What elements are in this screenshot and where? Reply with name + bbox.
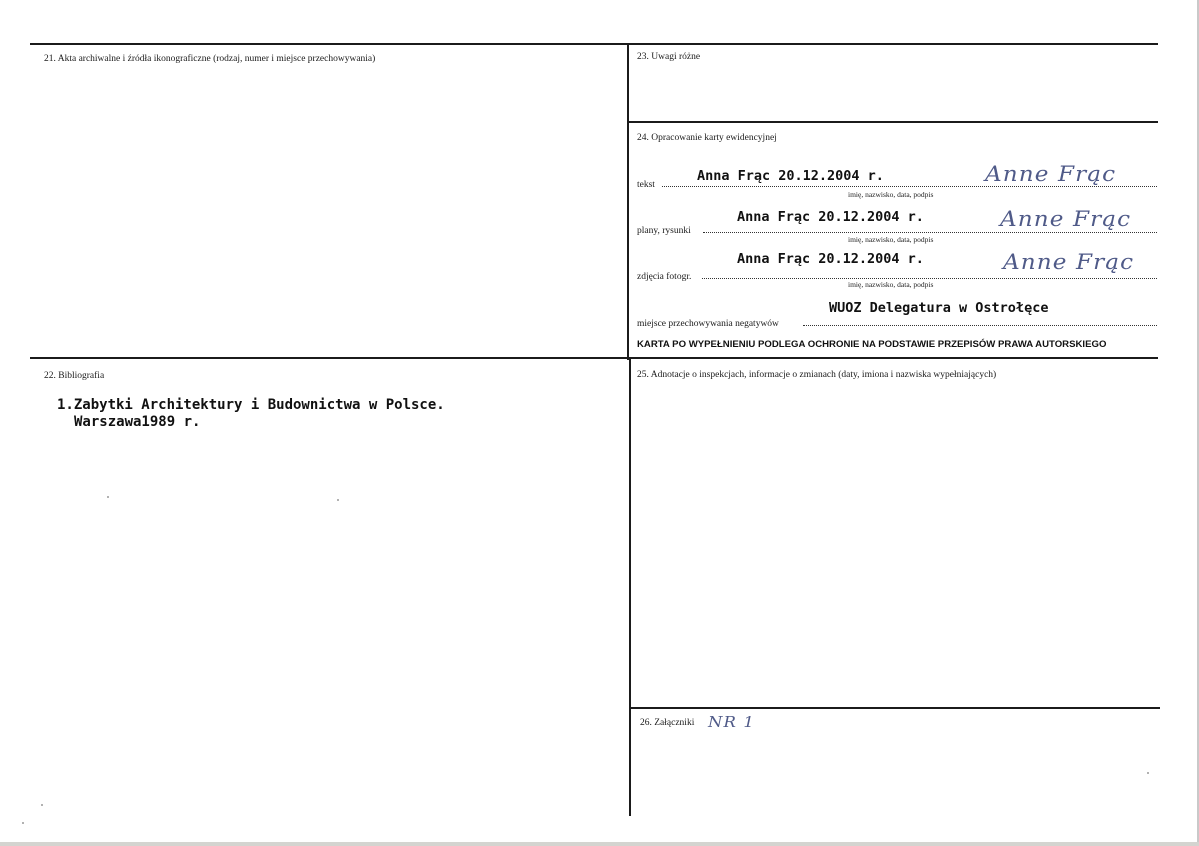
row-signature-tekst: Anne Frąc — [985, 162, 1117, 186]
scan-speck — [22, 822, 24, 824]
row-label-plany: plany, rysunki — [637, 226, 691, 236]
row-signature-zdjecia: Anne Frąc — [1003, 250, 1135, 274]
section-24-label: 24. Opracowanie karty ewidencyjnej — [637, 133, 777, 143]
row-label-tekst: tekst — [637, 180, 655, 190]
row-label-zdjecia: zdjęcia fotogr. — [637, 272, 692, 282]
section-21-label: 21. Akta archiwalne i źródła ikonograficzne (rodzaj, numer i miejsce przechowywania) — [44, 54, 376, 64]
center-divider — [627, 43, 629, 360]
storage-value: WUOZ Delegatura w Ostrołęce — [829, 300, 1049, 316]
scan-speck — [41, 804, 43, 806]
middle-rule — [30, 357, 1158, 359]
paper-edge-bottom — [0, 842, 1199, 846]
section-25-label: 25. Adnotacje o inspekcjach, informacje o zmianach (daty, imiona i nazwiska wypełniających) — [637, 370, 997, 380]
section-26-label: 26. Załączniki — [640, 718, 695, 728]
scan-speck — [337, 499, 339, 501]
row-caption-tekst: imię, nazwisko, data, podpis — [848, 190, 934, 199]
bibliography-entry-line-1: 1.Zabytki Architektury i Budownictwa w Polsce. — [57, 397, 445, 413]
row-signature-plany: Anne Frąc — [1000, 207, 1132, 231]
row-typed-plany: Anna Frąc 20.12.2004 r. — [737, 209, 924, 225]
row-caption-zdjecia: imię, nazwisko, data, podpis — [848, 280, 934, 289]
copyright-notice: KARTA PO WYPEŁNIENIU PODLEGA OCHRONIE NA PODSTAWIE PRZEPISÓW PRAWA AUTORSKIEGO — [637, 339, 1107, 350]
row-caption-plany: imię, nazwisko, data, podpis — [848, 235, 934, 244]
center-divider-lower — [629, 358, 631, 816]
storage-line — [803, 325, 1157, 326]
bibliography-entry-line-2: Warszawa1989 r. — [74, 414, 201, 430]
top-rule — [30, 43, 1158, 45]
scan-speck — [1147, 772, 1149, 774]
row-line-plany — [703, 232, 1157, 233]
rule-after-23 — [627, 121, 1158, 123]
row-line-zdjecia — [702, 278, 1157, 279]
storage-label: miejsce przechowywania negatywów — [637, 319, 779, 329]
row-typed-zdjecia: Anna Frąc 20.12.2004 r. — [737, 251, 924, 267]
section-22-label: 22. Bibliografia — [44, 371, 105, 381]
rule-before-26 — [629, 707, 1160, 709]
row-typed-tekst: Anna Frąc 20.12.2004 r. — [697, 168, 884, 184]
scan-speck — [107, 496, 109, 498]
row-line-tekst — [662, 186, 1157, 187]
section-23-label: 23. Uwagi różne — [637, 52, 701, 62]
attachments-value: NR 1 — [708, 713, 756, 731]
